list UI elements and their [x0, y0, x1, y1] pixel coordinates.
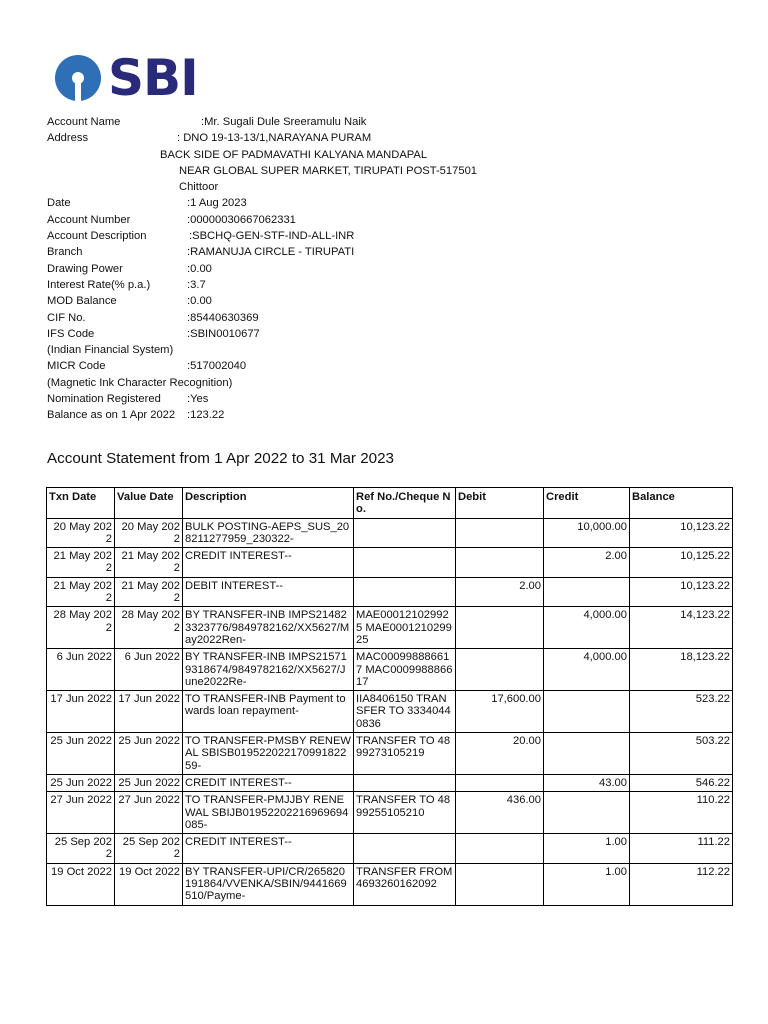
cell-credit — [544, 691, 630, 733]
cell-txn-date: 27 Jun 2022 — [47, 792, 115, 834]
account-detail-label: Account Number — [47, 213, 131, 226]
cell-credit: 43.00 — [544, 774, 630, 791]
cell-value-date: 19 Oct 2022 — [115, 863, 183, 905]
account-detail-value: :SBIN0010677 — [187, 327, 260, 340]
cell-ref-no: MAE000121029925 MAE000121029925 — [354, 607, 456, 649]
cell-balance: 112.22 — [630, 863, 733, 905]
table-header-row — [47, 488, 733, 519]
account-detail-label: Balance as on 1 Apr 2022 — [47, 409, 176, 422]
sbi-keyhole-logo-icon — [54, 54, 102, 102]
cell-debit — [456, 548, 544, 578]
account-detail-value: :Mr. Sugali Dule Sreeramulu Naik — [201, 116, 367, 128]
table-row — [47, 774, 733, 791]
cell-balance: 14,123.22 — [630, 607, 733, 649]
cell-debit — [456, 649, 544, 691]
cell-ref-no — [354, 577, 456, 607]
account-detail-label: (Indian Financial System) — [47, 344, 174, 357]
table-row — [47, 577, 733, 607]
account-detail-label: Address — [47, 132, 89, 145]
cell-txn-date: 25 Jun 2022 — [47, 733, 115, 775]
account-detail-label: Branch — [47, 246, 83, 259]
cell-description: BY TRANSFER-UPI/CR/265820191864/VVENKA/SBIN/9441669510/Payme- — [183, 863, 354, 905]
cell-ref-no: IIA8406150 TRANSFER TO 33340440836 — [354, 691, 456, 733]
cell-ref-no — [354, 548, 456, 578]
cell-value-date: 6 Jun 2022 — [115, 649, 183, 691]
cell-debit: 2.00 — [456, 577, 544, 607]
table-row — [47, 792, 733, 834]
cell-credit — [544, 733, 630, 775]
cell-credit: 10,000.00 — [544, 518, 630, 548]
cell-debit — [456, 774, 544, 791]
statement-table — [46, 487, 733, 906]
cell-debit — [456, 607, 544, 649]
cell-txn-date: 25 Jun 2022 — [47, 774, 115, 791]
cell-txn-date: 21 May 2022 — [47, 548, 115, 578]
cell-ref-no — [354, 774, 456, 791]
col-ref-no: Ref No./Cheque No. — [354, 488, 456, 519]
cell-debit: 20.00 — [456, 733, 544, 775]
cell-debit: 436.00 — [456, 792, 544, 834]
account-detail-value: :0.00 — [187, 262, 212, 275]
account-detail-value: : DNO 19-13-13/1,NARAYANA PURAM — [177, 132, 372, 145]
col-balance: Balance — [630, 488, 733, 519]
cell-value-date: 25 Jun 2022 — [115, 774, 183, 791]
cell-ref-no: TRANSFER TO 4899273105219 — [354, 733, 456, 775]
cell-debit — [456, 518, 544, 548]
cell-description: TO TRANSFER-INB Payment towards loan repayment- — [183, 691, 354, 733]
cell-credit — [544, 577, 630, 607]
cell-description: TO TRANSFER-PMSBY RENEWAL SBISB01952202217099182259- — [183, 733, 354, 775]
table-row — [47, 863, 733, 905]
account-detail-value: NEAR GLOBAL SUPER MARKET, TIRUPATI POST-517501 — [179, 164, 478, 177]
table-row — [47, 691, 733, 733]
cell-debit — [456, 863, 544, 905]
account-detail-label: CIF No. — [47, 311, 86, 324]
cell-balance: 503.22 — [630, 733, 733, 775]
cell-ref-no: MAC000998886617 MAC000998886617 — [354, 649, 456, 691]
account-detail-value: :1 Aug 2023 — [187, 197, 247, 210]
cell-credit: 1.00 — [544, 863, 630, 905]
account-detail-label: MICR Code — [47, 360, 106, 373]
account-detail-label: Account Name — [47, 116, 121, 128]
cell-description: BY TRANSFER-INB IMPS214823323776/9849782162/XX5627/May2022Ren- — [183, 607, 354, 649]
account-detail-label: Nomination Registered — [47, 393, 161, 406]
cell-ref-no — [354, 834, 456, 864]
col-credit: Credit — [544, 488, 630, 519]
sbi-logo — [54, 49, 198, 107]
account-detail-label: MOD Balance — [47, 295, 117, 308]
account-detail-value: Chittoor — [179, 181, 219, 194]
cell-value-date: 21 May 2022 — [115, 577, 183, 607]
cell-balance: 523.22 — [630, 691, 733, 733]
cell-txn-date: 6 Jun 2022 — [47, 649, 115, 691]
table-row — [47, 733, 733, 775]
account-detail-value: :3.7 — [187, 278, 206, 291]
cell-value-date: 25 Jun 2022 — [115, 733, 183, 775]
cell-description: TO TRANSFER-PMJJBY RENEWAL SBIJB01952202216969694085- — [183, 792, 354, 834]
cell-description: CREDIT INTEREST-- — [183, 834, 354, 864]
cell-credit: 2.00 — [544, 548, 630, 578]
cell-txn-date: 21 May 2022 — [47, 577, 115, 607]
cell-debit: 17,600.00 — [456, 691, 544, 733]
account-detail-value: :00000030667062331 — [187, 213, 296, 226]
cell-value-date: 28 May 2022 — [115, 607, 183, 649]
cell-ref-no: TRANSFER FROM 4693260162092 — [354, 863, 456, 905]
cell-description: BY TRANSFER-INB IMPS215719318674/9849782162/XX5627/June2022Re- — [183, 649, 354, 691]
cell-balance: 110.22 — [630, 792, 733, 834]
cell-description: DEBIT INTEREST-- — [183, 577, 354, 607]
account-detail-value: :RAMANUJA CIRCLE - TIRUPATI — [187, 246, 355, 259]
cell-description: CREDIT INTEREST-- — [183, 548, 354, 578]
col-value-date: Value Date — [115, 488, 183, 519]
account-detail-label: IFS Code — [47, 327, 95, 340]
cell-value-date: 21 May 2022 — [115, 548, 183, 578]
cell-txn-date: 28 May 2022 — [47, 607, 115, 649]
account-detail-value: :85440630369 — [187, 311, 259, 324]
cell-balance: 10,123.22 — [630, 518, 733, 548]
cell-credit: 4,000.00 — [544, 607, 630, 649]
account-detail-value: :123.22 — [187, 409, 225, 422]
table-row — [47, 607, 733, 649]
account-detail-value: :0.00 — [187, 295, 212, 308]
account-detail-value: :Yes — [187, 393, 209, 406]
cell-debit — [456, 834, 544, 864]
account-detail-value: BACK SIDE OF PADMAVATHI KALYANA MANDAPAL — [160, 148, 428, 161]
cell-balance: 546.22 — [630, 774, 733, 791]
table-row — [47, 518, 733, 548]
cell-description: CREDIT INTEREST-- — [183, 774, 354, 791]
table-row — [47, 548, 733, 578]
cell-balance: 10,123.22 — [630, 577, 733, 607]
account-detail-label: Drawing Power — [47, 262, 123, 275]
col-description: Description — [183, 488, 354, 519]
statement-heading: Account Statement from 1 Apr 2022 to 31 Mar 2023 — [47, 450, 394, 467]
col-txn-date: Txn Date — [47, 488, 115, 519]
account-detail-label: Date — [47, 197, 71, 210]
cell-balance: 111.22 — [630, 834, 733, 864]
cell-txn-date: 17 Jun 2022 — [47, 691, 115, 733]
cell-txn-date: 20 May 2022 — [47, 518, 115, 548]
cell-credit — [544, 792, 630, 834]
cell-value-date: 20 May 2022 — [115, 518, 183, 548]
cell-txn-date: 19 Oct 2022 — [47, 863, 115, 905]
cell-value-date: 25 Sep 2022 — [115, 834, 183, 864]
col-debit: Debit — [456, 488, 544, 519]
table-row — [47, 834, 733, 864]
cell-credit: 1.00 — [544, 834, 630, 864]
cell-value-date: 17 Jun 2022 — [115, 691, 183, 733]
cell-balance: 18,123.22 — [630, 649, 733, 691]
account-detail-label: Account Description — [47, 230, 147, 243]
cell-ref-no — [354, 518, 456, 548]
account-detail-label: (Magnetic Ink Character Recognition) — [47, 376, 233, 389]
account-detail-label: Interest Rate(% p.a.) — [47, 278, 151, 291]
cell-txn-date: 25 Sep 2022 — [47, 834, 115, 864]
cell-ref-no: TRANSFER TO 4899255105210 — [354, 792, 456, 834]
brand-name: SBI — [108, 49, 198, 107]
cell-credit: 4,000.00 — [544, 649, 630, 691]
account-detail-value: :SBCHQ-GEN-STF-IND-ALL-INR — [189, 230, 355, 243]
cell-value-date: 27 Jun 2022 — [115, 792, 183, 834]
account-detail-value: :517002040 — [187, 360, 247, 373]
cell-description: BULK POSTING-AEPS_SUS_208211277959_230322- — [183, 518, 354, 548]
table-row — [47, 649, 733, 691]
cell-balance: 10,125.22 — [630, 548, 733, 578]
